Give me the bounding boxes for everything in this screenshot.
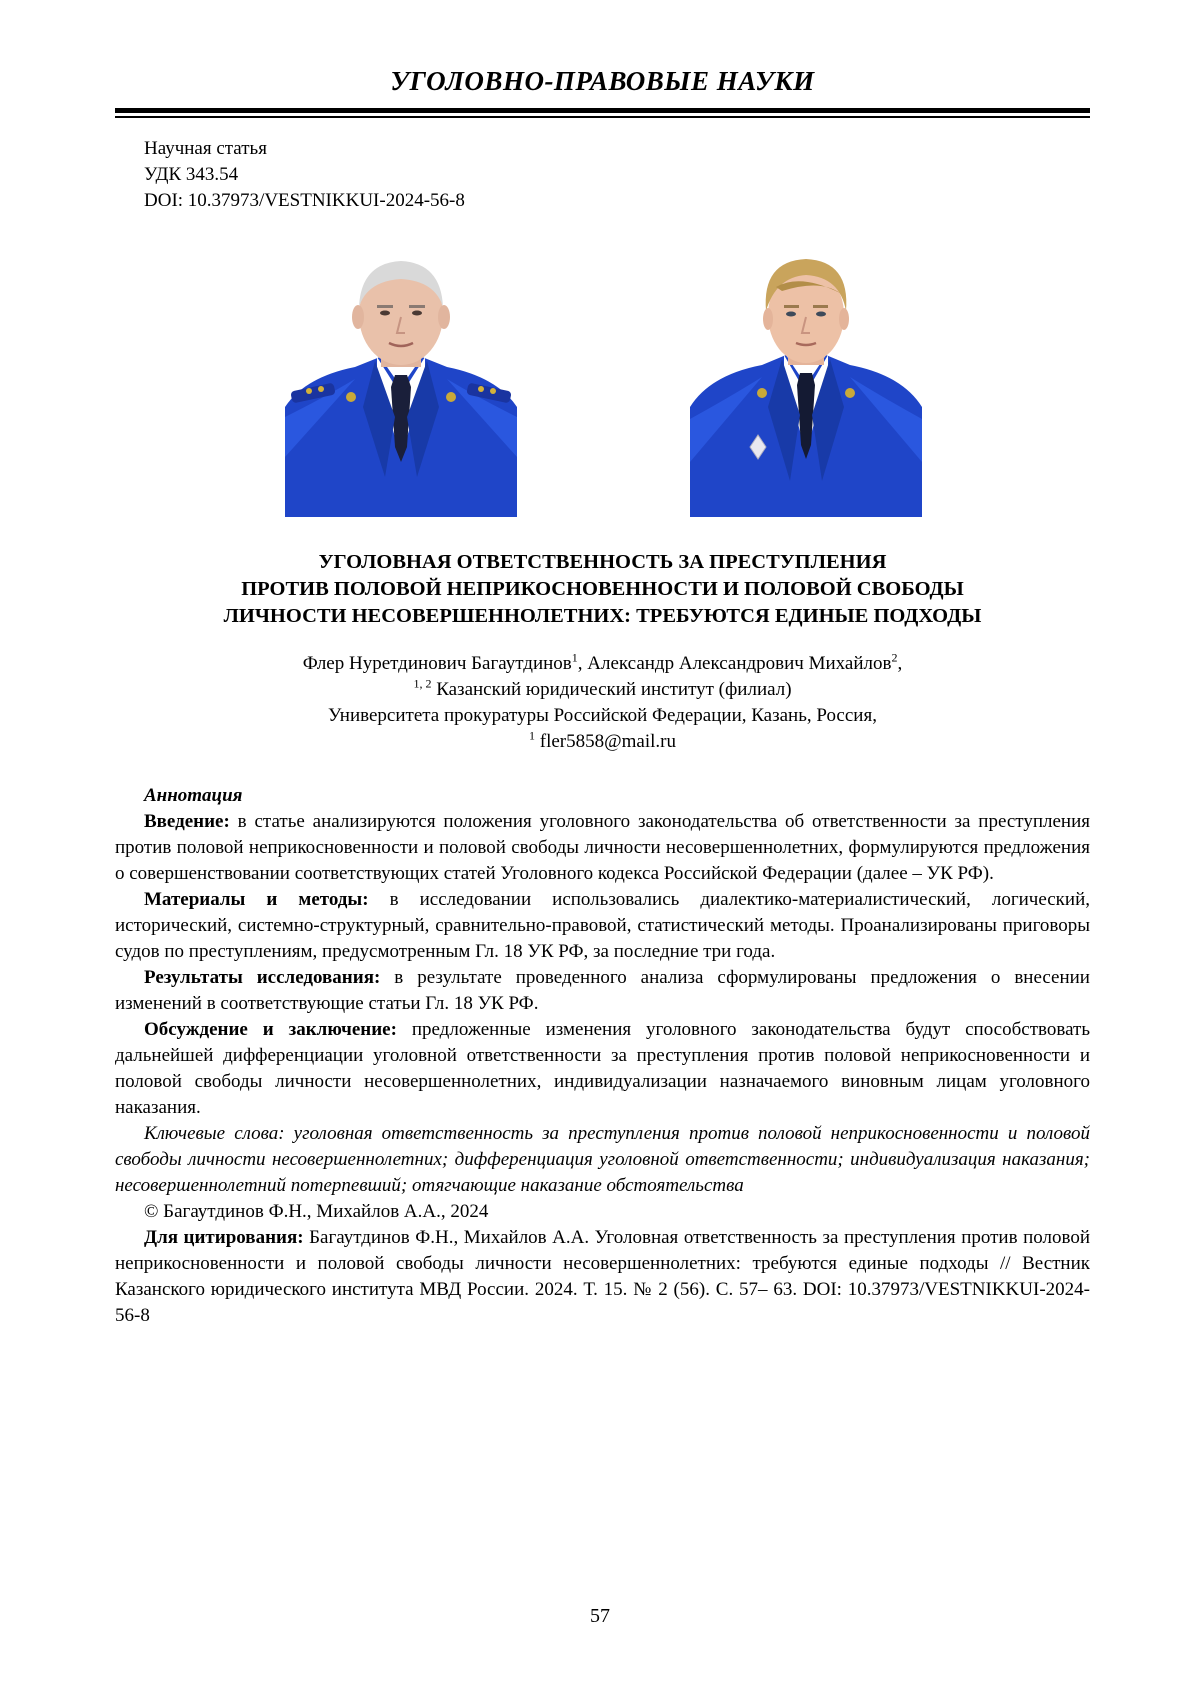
email-sup: 1 (529, 728, 536, 743)
article-type: Научная статья (144, 138, 267, 159)
author-1-sup: 1 (571, 650, 578, 665)
doi: DOI: 10.37973/VESTNIKKUI-2024-56-8 (144, 190, 465, 211)
affiliation-line-1 (115, 677, 1090, 703)
title-line-2: ПРОТИВ ПОЛОВОЙ НЕПРИКОСНОВЕННОСТИ И ПОЛОВОЙ СВОБОДЫ (241, 578, 964, 600)
abstract-discussion (115, 1017, 1090, 1121)
author-trailing: , (897, 653, 903, 674)
abstract-methods (115, 887, 1090, 965)
citation-label: Для цитирования: (144, 1227, 304, 1248)
keywords: Ключевые слова: уголовная ответственность за преступления против половой неприкосновенности и половой свободы личности несовершеннолетних; дифференциация уголовной ответственности; индивидуализация наказания; несовершеннолетний потерпевший; отягчающие наказание обстоятельства (115, 1123, 1090, 1196)
title-line-3: ЛИЧНОСТИ НЕСОВЕРШЕННОЛЕТНИХ: ТРЕБУЮТСЯ ЕДИНЫЕ ПОДХОДЫ (223, 605, 982, 627)
header-rule-thin (115, 116, 1090, 118)
section-title: УГОЛОВНО-ПРАВОВЫЕ НАУКИ (390, 66, 815, 96)
citation-text: Багаутдинов Ф.Н., Михайлов А.А. Уголовная ответственность за преступления против половой неприкосновенности и половой свободы личности несовершеннолетних: требуются единые подходы // Вестник Казанского юридического института МВД России. 2024. Т. 15. № 2 (56). С. 57– 63. DOI: 10.37973/VESTNIKKUI-2024-56-8 (115, 1227, 1090, 1326)
affiliation-line-2: Университета прокуратуры Российской Федерации, Казань, Россия, (328, 705, 877, 726)
abstract-heading: Аннотация (144, 785, 243, 806)
author-photo-bagautdinov (285, 257, 517, 517)
affiliation-text-1: Казанский юридический институт (филиал) (431, 679, 792, 700)
abstract-results (115, 965, 1090, 1017)
author-names (115, 651, 1090, 677)
header-rule-thick (115, 108, 1090, 113)
page-number: 57 (590, 1605, 610, 1627)
author-separator: , (577, 653, 588, 674)
intro-text: в статье анализируются положения уголовного законодательства об ответственности за преступления против половой неприкосновенности и половой свободы личности несовершеннолетних, формулируются предложения о совершенствовании соответствующих статей Уголовного кодекса Российской Федерации (далее – УК РФ). (115, 811, 1090, 884)
results-label: Результаты исследования: (144, 967, 381, 988)
author-2-name: Александр Александрович Михайлов (587, 653, 892, 674)
methods-label: Материалы и методы: (144, 889, 369, 910)
author-2-sup: 2 (891, 650, 898, 665)
discussion-text: предложенные изменения уголовного законодательства будут способствовать дальнейшей дифференциации уголовной ответственности за преступления против половой неприкосновенности и половой свободы личности несовершеннолетних, индивидуализации назначаемого виновным лицам уголовного наказания. (115, 1019, 1090, 1118)
intro-label: Введение: (144, 811, 230, 832)
article-meta (144, 136, 465, 214)
methods-text: в исследовании использовались диалектико-материалистический, логический, исторический, системно-структурный, сравнительно-правовой, статистический методы. Проанализированы приговоры судов по преступлениям, предусмотренным Гл. 18 УК РФ, за последние три года. (115, 889, 1090, 962)
authors-block (115, 651, 1090, 755)
citation (115, 1225, 1090, 1329)
title-line-1: УГОЛОВНАЯ ОТВЕТСТВЕННОСТЬ ЗА ПРЕСТУПЛЕНИЯ (318, 551, 887, 573)
abstract-introduction (115, 809, 1090, 887)
article-title (115, 549, 1090, 630)
abstract-body (115, 783, 1090, 1329)
email-line (115, 729, 1090, 755)
author-email: fler5858@mail.ru (535, 731, 676, 752)
author-1-name: Флер Нуретдинович Багаутдинов (302, 653, 572, 674)
results-text: в результате проведенного анализа сформулированы предложения о внесении изменений в соответствующие статьи Гл. 18 УК РФ. (115, 967, 1090, 1014)
affiliation-sup: 1, 2 (413, 676, 432, 691)
discussion-label: Обсуждение и заключение: (144, 1019, 397, 1040)
copyright: © Багаутдинов Ф.Н., Михайлов А.А., 2024 (144, 1201, 489, 1222)
author-photo-mikhailov (690, 257, 922, 517)
udc-code: УДК 343.54 (144, 164, 239, 185)
